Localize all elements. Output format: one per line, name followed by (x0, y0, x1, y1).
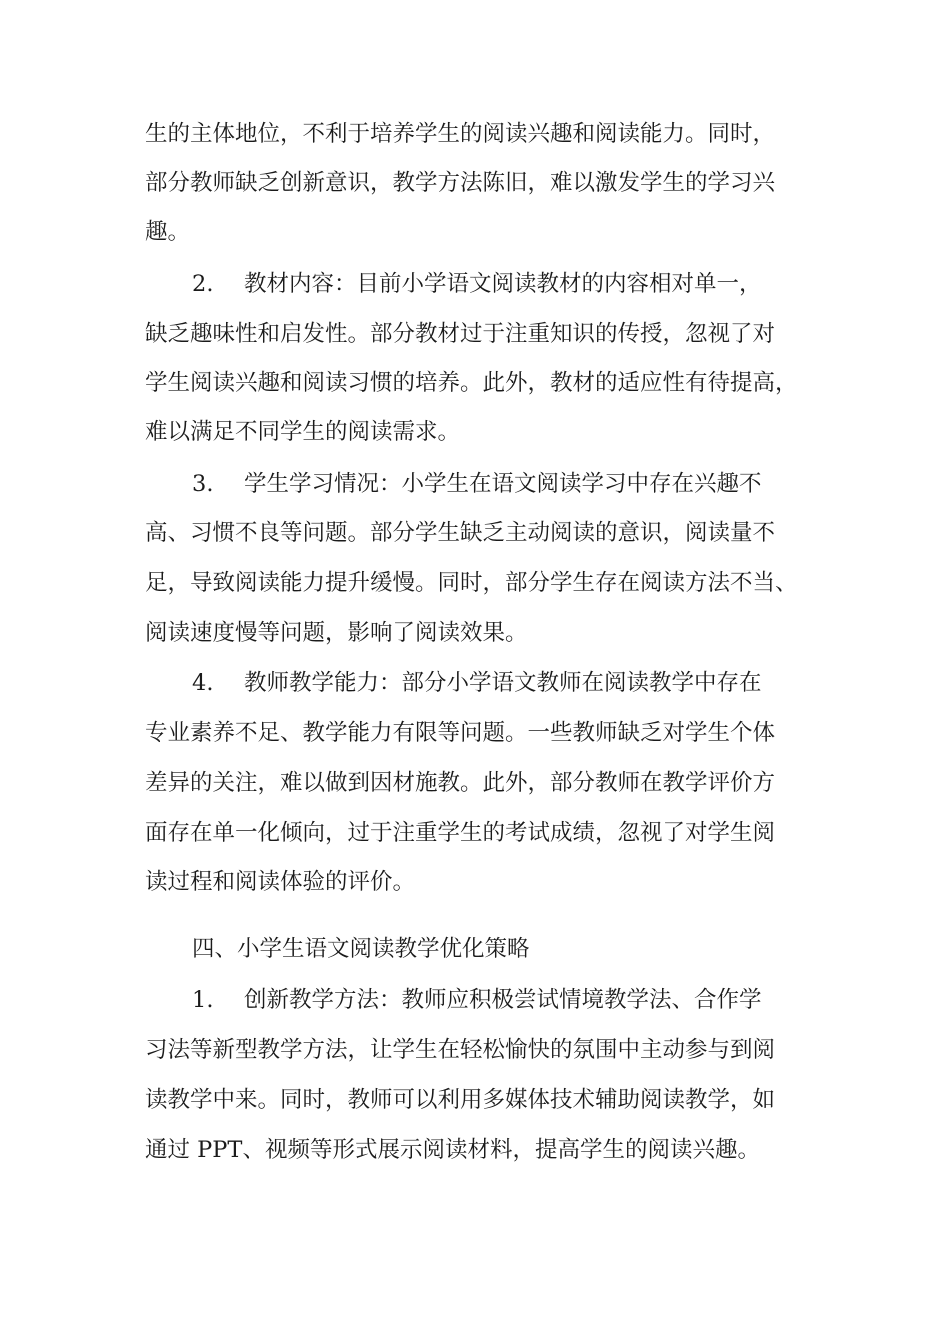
paragraph-line: 部分教师缺乏创新意识，教学方法陈旧，难以激发学生的学习兴 (145, 170, 776, 196)
list-item-number: 3. (192, 471, 214, 497)
paragraph-line: 学生阅读兴趣和阅读习惯的培养。此外，教材的适应性有待提高， (145, 370, 798, 396)
paragraph-line: 面存在单一化倾向，过于注重学生的考试成绩，忽视了对学生阅 (145, 820, 776, 846)
paragraph-line: 差异的关注，难以做到因材施教。此外，部分教师在教学评价方 (145, 770, 776, 796)
list-item-first-line (192, 667, 815, 699)
paragraph-line: 通过 PPT、视频等形式展示阅读材料，提高学生的阅读兴趣。 (145, 1137, 760, 1163)
paragraph-line: 难以满足不同学生的阅读需求。 (145, 419, 461, 445)
list-item-number: 4. (192, 670, 214, 696)
paragraph-line: 阅读速度慢等问题，影响了阅读效果。 (145, 620, 528, 646)
list-item-number: 1. (192, 987, 214, 1013)
paragraph-line: 专业素养不足、教学能力有限等问题。一些教师缺乏对学生个体 (145, 720, 776, 746)
paragraph-line: 足，导致阅读能力提升缓慢。同时，部分学生存在阅读方法不当、 (145, 570, 798, 596)
list-item-first-line (192, 468, 815, 500)
list-item-text: 教材内容：目前小学语文阅读教材的内容相对单一， (244, 271, 762, 297)
list-item-first-line (192, 984, 815, 1016)
paragraph-line: 缺乏趣味性和启发性。部分教材过于注重知识的传授，忽视了对 (145, 321, 776, 347)
paragraph-line: 高、习惯不良等问题。部分学生缺乏主动阅读的意识，阅读量不 (145, 520, 776, 546)
list-item-first-line (192, 268, 815, 300)
paragraph-line: 趣。 (145, 219, 191, 245)
list-item-text: 创新教学方法：教师应积极尝试情境教学法、合作学 (244, 987, 762, 1013)
list-item-number: 2. (192, 271, 214, 297)
paragraph-line: 读教学中来。同时，教师可以利用多媒体技术辅助阅读教学，如 (145, 1087, 776, 1113)
list-item-text: 教师教学能力：部分小学语文教师在阅读教学中存在 (244, 670, 762, 696)
section-heading: 四、小学生语文阅读教学优化策略 (192, 936, 530, 962)
list-item-text: 学生学习情况：小学生在语文阅读学习中存在兴趣不 (244, 471, 762, 497)
paragraph-line: 习法等新型教学方法，让学生在轻松愉快的氛围中主动参与到阅 (145, 1037, 776, 1063)
paragraph-line: 生的主体地位，不利于培养学生的阅读兴趣和阅读能力。同时， (145, 121, 776, 147)
paragraph-line: 读过程和阅读体验的评价。 (145, 869, 416, 895)
